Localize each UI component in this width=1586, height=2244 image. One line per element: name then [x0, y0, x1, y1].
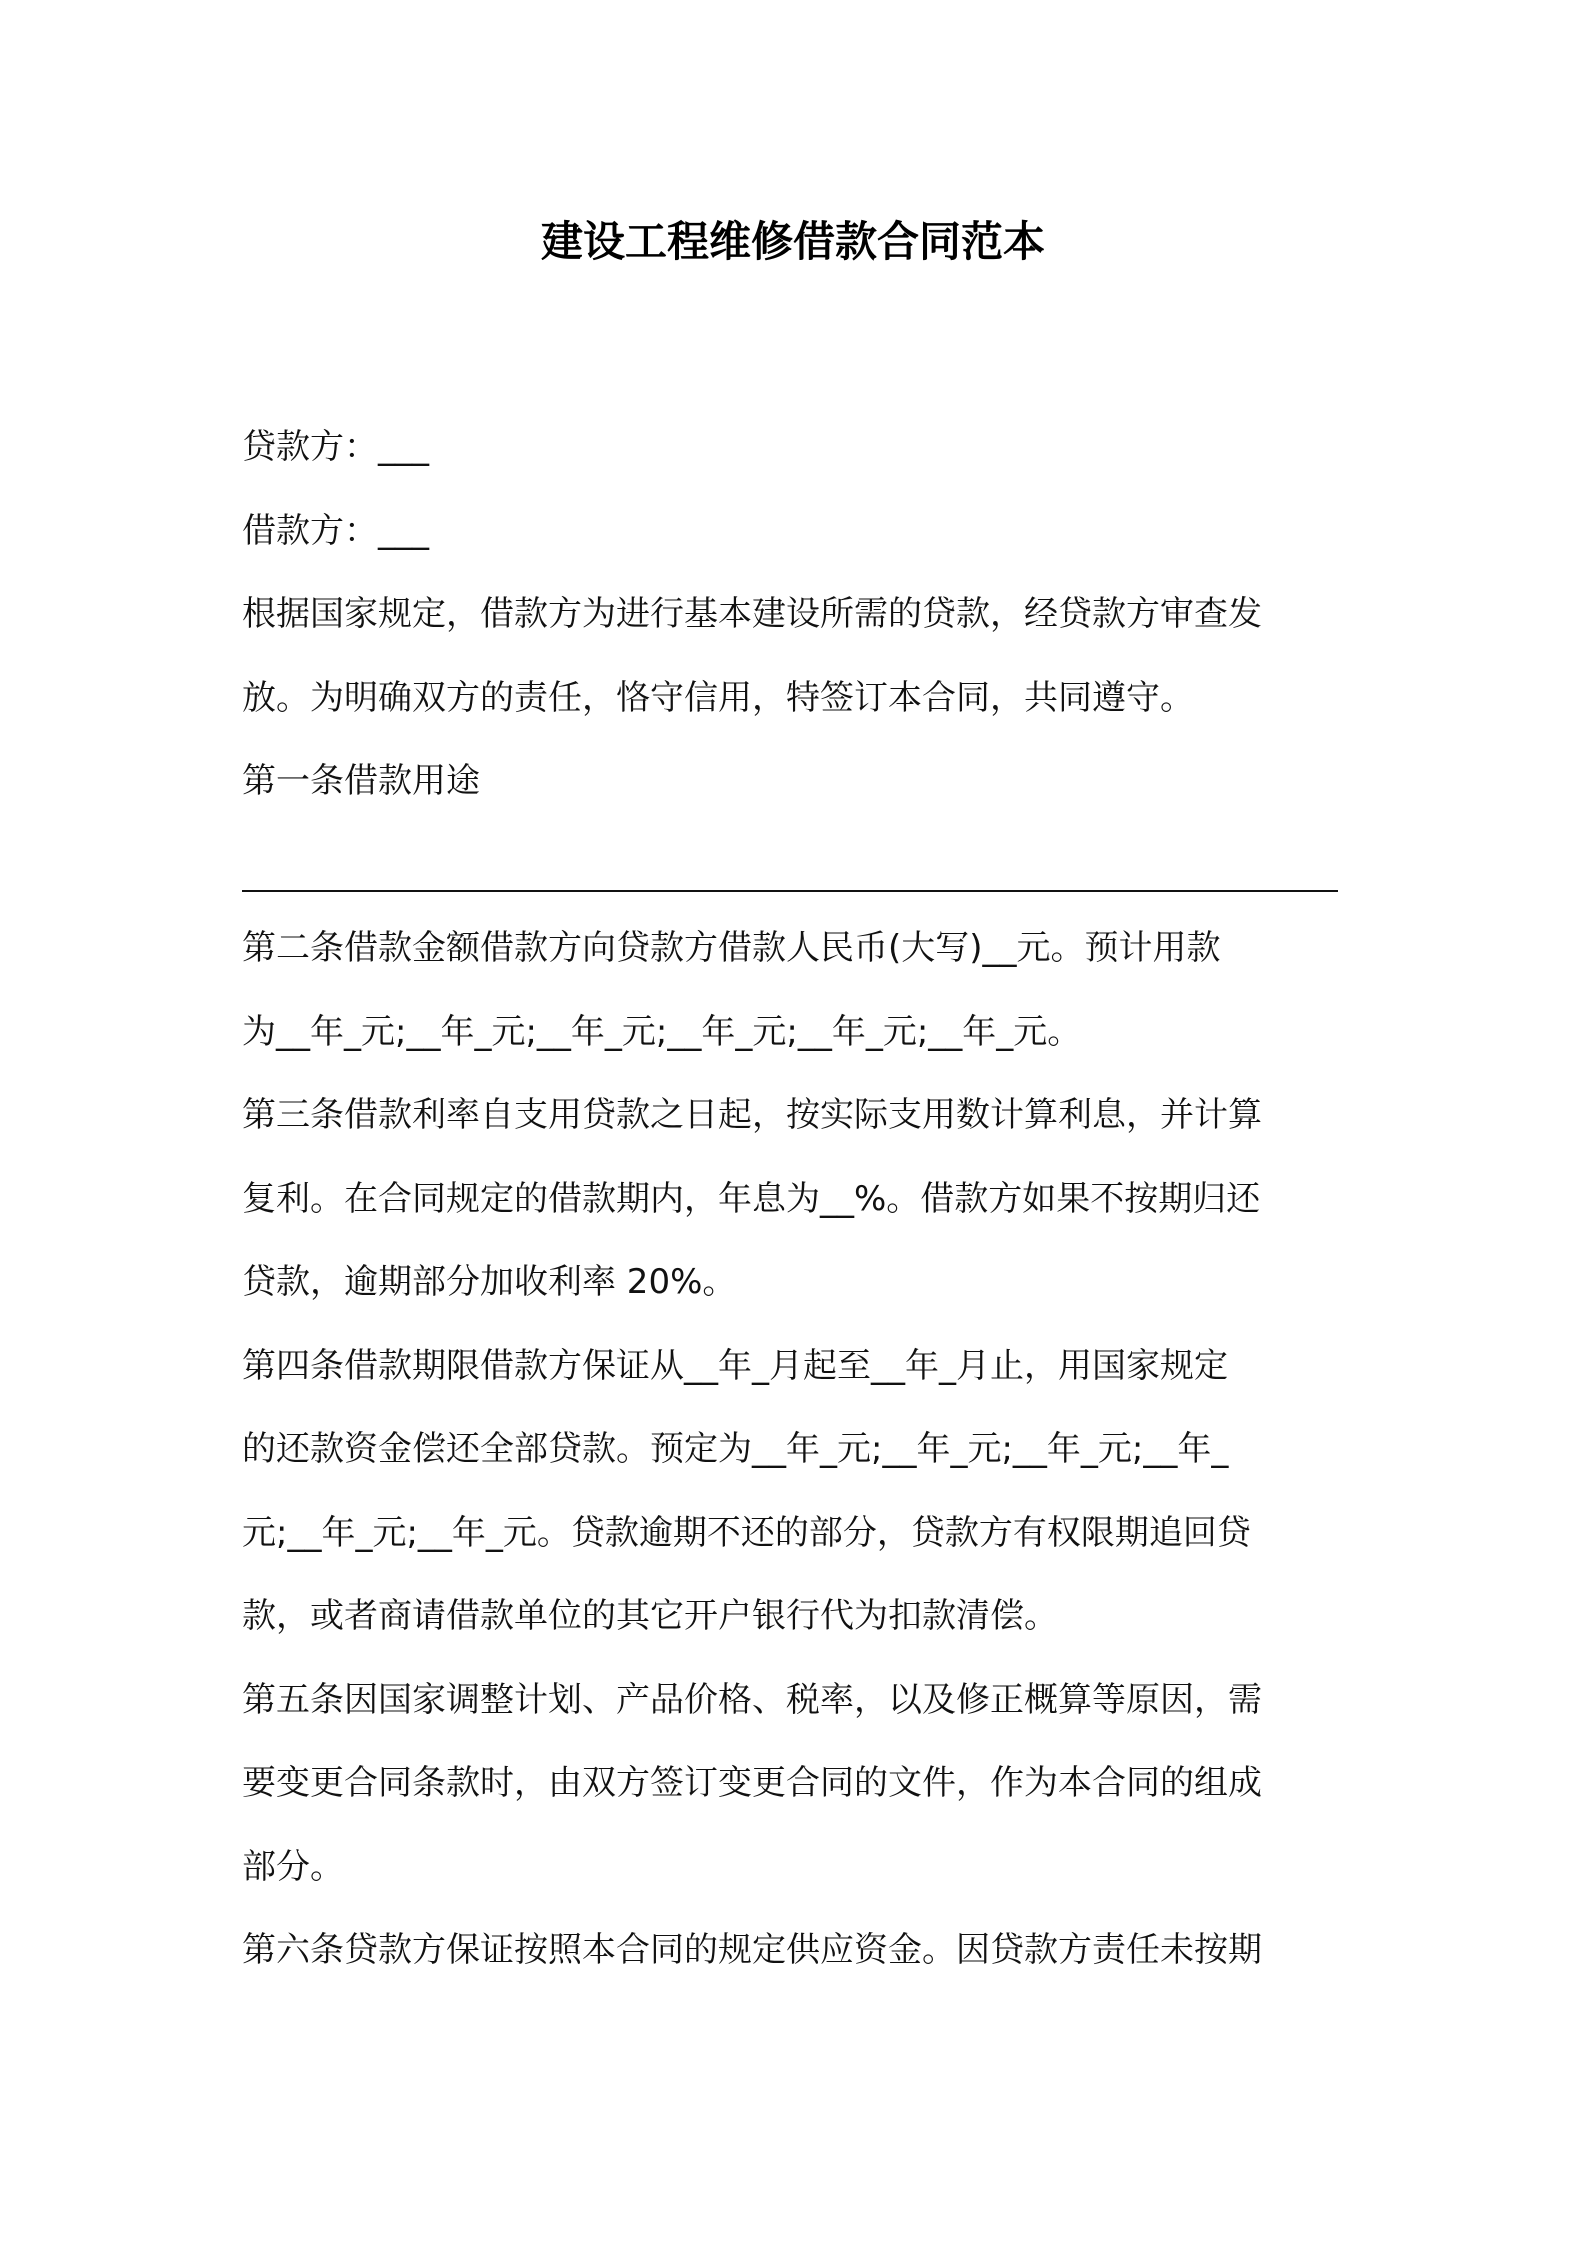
article-5-line-3: 部分。 — [242, 1846, 344, 1887]
preamble-line-2: 放。为明确双方的责任，恪守信用，特签订本合同，共同遵守。 — [242, 677, 1194, 718]
lender-line: 贷款方：___ — [242, 427, 429, 467]
article-3-line-3: 贷款，逾期部分加收利率 20%。 — [242, 1262, 737, 1302]
article-4-line-2: 的还款资金偿还全部贷款。预定为__年_元;__年_元;__年_元;__年_ — [242, 1429, 1229, 1469]
article-5-line-1: 第五条因国家调整计划、产品价格、税率，以及修正概算等原因，需 — [242, 1679, 1262, 1720]
article-5-line-2: 要变更合同条款时，由双方签订变更合同的文件，作为本合同的组成 — [242, 1763, 1262, 1803]
article-4-line-1: 第四条借款期限借款方保证从__年_月起至__年_月止，用国家规定 — [242, 1345, 1228, 1386]
article-1-heading: 第一条借款用途 — [242, 761, 480, 801]
borrower-line: 借款方：___ — [242, 510, 429, 551]
article-4-line-3: 元;__年_元;__年_元。贷款逾期不还的部分，贷款方有权限期追回贷 — [242, 1512, 1251, 1553]
article-3-line-2: 复利。在合同规定的借款期内，年息为__%。借款方如果不按期归还 — [242, 1178, 1261, 1219]
article-4-line-4: 款，或者商请借款单位的其它开户银行代为扣款清偿。 — [242, 1596, 1058, 1636]
preamble-line-1: 根据国家规定，借款方为进行基本建设所需的贷款，经贷款方审查发 — [242, 594, 1262, 634]
article-6-line-1: 第六条贷款方保证按照本合同的规定供应资金。因贷款方责任未按期 — [242, 1930, 1262, 1970]
article-1-blank-line — [242, 824, 1360, 908]
document-title: 建设工程维修借款合同范本 — [540, 217, 1045, 266]
article-3-line-1: 第三条借款利率自支用贷款之日起，按实际支用数计算利息，并计算 — [242, 1095, 1262, 1135]
document-body — [242, 406, 1360, 1993]
fill-in-rule — [242, 890, 1338, 892]
article-2-line-2: 为__年_元;__年_元;__年_元;__年_元;__年_元;__年_元。 — [242, 1011, 1082, 1052]
article-2-line-1: 第二条借款金额借款方向贷款方借款人民币(大写)__元。预计用款 — [242, 928, 1221, 968]
